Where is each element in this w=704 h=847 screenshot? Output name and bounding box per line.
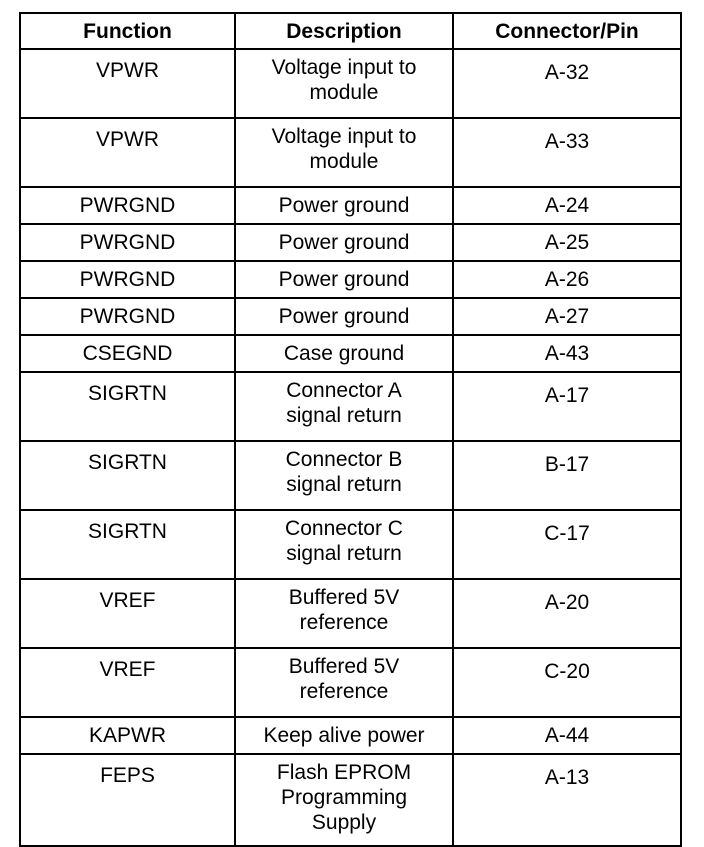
description-line: Power ground <box>278 231 410 254</box>
description-line: Keep alive power <box>263 724 425 747</box>
table-row <box>20 441 681 510</box>
description-line: Voltage input to <box>271 125 417 148</box>
cell-function: PWRGND <box>20 261 235 298</box>
table-row <box>20 335 681 372</box>
description-line: signal return <box>286 542 402 565</box>
cell-connector-pin: A-44 <box>453 717 681 754</box>
table-row <box>20 261 681 298</box>
cell-description <box>235 648 453 717</box>
cell-function: VREF <box>20 648 235 717</box>
pin-function-table <box>19 12 682 847</box>
cell-connector-pin: A-24 <box>453 187 681 224</box>
cell-connector-pin: A-17 <box>453 372 681 441</box>
table-row <box>20 579 681 648</box>
cell-connector-pin: C-17 <box>453 510 681 579</box>
cell-function: VREF <box>20 579 235 648</box>
description-line: Power ground <box>278 268 410 291</box>
cell-description <box>235 335 453 372</box>
cell-description <box>235 717 453 754</box>
description-line: signal return <box>286 473 402 496</box>
cell-description <box>235 118 453 187</box>
cell-connector-pin: A-26 <box>453 261 681 298</box>
description-line: Power ground <box>278 305 410 328</box>
cell-function: VPWR <box>20 49 235 118</box>
cell-connector-pin: A-27 <box>453 298 681 335</box>
header-description: Description <box>235 13 453 49</box>
header-connector-pin: Connector/Pin <box>453 13 681 49</box>
cell-function: SIGRTN <box>20 441 235 510</box>
cell-function: PWRGND <box>20 298 235 335</box>
cell-function: CSEGND <box>20 335 235 372</box>
table-row <box>20 510 681 579</box>
table-row <box>20 717 681 754</box>
cell-function: SIGRTN <box>20 510 235 579</box>
description-line: Power ground <box>278 194 410 217</box>
table-row <box>20 118 681 187</box>
cell-connector-pin: A-20 <box>453 579 681 648</box>
description-line: Programming <box>280 786 408 809</box>
description-line: Buffered 5V <box>288 586 400 609</box>
description-line: Connector C <box>285 517 403 540</box>
cell-description <box>235 441 453 510</box>
cell-description <box>235 224 453 261</box>
description-line: reference <box>299 611 389 634</box>
cell-function: VPWR <box>20 118 235 187</box>
cell-description <box>235 49 453 118</box>
cell-connector-pin: C-20 <box>453 648 681 717</box>
table-row <box>20 49 681 118</box>
cell-description <box>235 187 453 224</box>
cell-description <box>235 754 453 846</box>
header-function: Function <box>20 13 235 49</box>
cell-description <box>235 579 453 648</box>
table-row <box>20 372 681 441</box>
table-row <box>20 648 681 717</box>
cell-connector-pin: A-25 <box>453 224 681 261</box>
cell-function: PWRGND <box>20 224 235 261</box>
cell-function: SIGRTN <box>20 372 235 441</box>
description-line: Connector B <box>285 448 403 471</box>
table-body <box>20 49 681 846</box>
description-line: Supply <box>311 811 377 834</box>
cell-description <box>235 298 453 335</box>
cell-description <box>235 261 453 298</box>
description-line: Buffered 5V <box>288 655 400 678</box>
cell-description <box>235 372 453 441</box>
table-row <box>20 298 681 335</box>
cell-connector-pin: B-17 <box>453 441 681 510</box>
description-line: reference <box>299 680 389 703</box>
description-line: Voltage input to <box>271 56 417 79</box>
cell-function: PWRGND <box>20 187 235 224</box>
cell-connector-pin: A-13 <box>453 754 681 846</box>
cell-description <box>235 510 453 579</box>
description-line: module <box>309 81 379 104</box>
table-row <box>20 224 681 261</box>
description-line: module <box>309 150 379 173</box>
table-row <box>20 754 681 846</box>
description-line: Connector A <box>286 379 402 402</box>
cell-connector-pin: A-43 <box>453 335 681 372</box>
cell-function: KAPWR <box>20 717 235 754</box>
cell-function: FEPS <box>20 754 235 846</box>
cell-connector-pin: A-32 <box>453 49 681 118</box>
pin-function-table-container <box>19 12 680 847</box>
table-header-row <box>20 13 681 49</box>
description-line: Case ground <box>283 342 405 365</box>
cell-connector-pin: A-33 <box>453 118 681 187</box>
description-line: Flash EPROM <box>276 761 412 784</box>
table-row <box>20 187 681 224</box>
description-line: signal return <box>286 404 402 427</box>
